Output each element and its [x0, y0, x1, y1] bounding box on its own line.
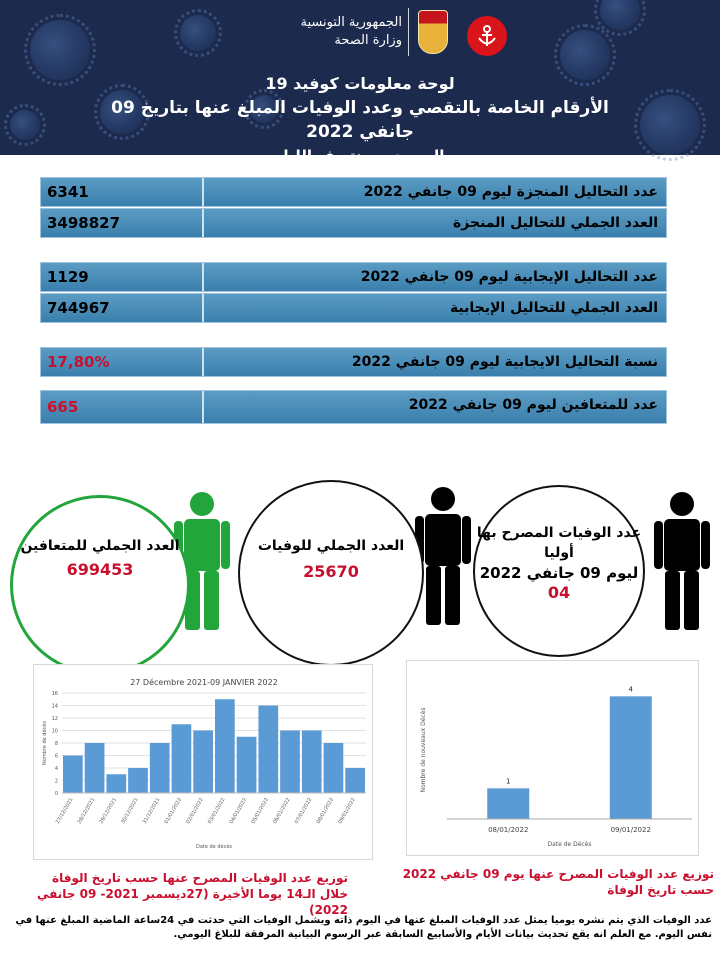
- bar: [610, 696, 652, 819]
- bar: [258, 706, 278, 794]
- bar: [106, 774, 126, 793]
- ministry-name: [292, 14, 402, 50]
- right-chart-caption: توزيع عدد الوفيات المصرح عنها يوم 09 جانفي 2022 حسب تاريخ الوفاة: [402, 867, 714, 897]
- virus-decoration: [30, 20, 90, 80]
- bar: [150, 743, 170, 793]
- circle-label-line3: ليوم 09 جانفي 2022: [479, 564, 639, 582]
- deaths-today-circle: [473, 485, 645, 657]
- stat-label: العدد الجملي للتحاليل الإيجابية: [449, 300, 658, 316]
- stat-label: عدد التحاليل المنجزة ليوم 09 جانفي 2022: [363, 184, 658, 200]
- stat-label: عدد للمتعافين ليوم 09 جانفي 2022: [408, 397, 658, 413]
- bar: [237, 737, 257, 793]
- left-chart-caption: توزيع عدد الوفيات المصرح عنها حسب تاريخ الوفاة خلال الـ14 يوما الأخيرة (27ديسمبر 2021- 09 جانفي 2022): [37, 871, 348, 917]
- x-tick-label: 09/01/2022: [610, 826, 651, 834]
- virus-decoration: [180, 15, 216, 51]
- y-tick-label: 4: [54, 766, 58, 772]
- x-tick-label: 01/01/2022: [163, 797, 184, 825]
- stat-value: 665: [41, 391, 204, 423]
- x-tick-label: 07/01/2022: [293, 797, 314, 825]
- tunisia-emblem-icon: [418, 10, 448, 54]
- x-tick-label: 02/01/2022: [185, 797, 205, 825]
- deaths-14-days-chart-svg: [34, 665, 374, 861]
- stat-label: نسبة التحاليل الايجابية ليوم 09 جانفي 2022: [351, 354, 658, 370]
- circle-label: العدد الجملي للوفيات: [257, 538, 405, 554]
- health-ministry-logo-icon: [467, 16, 507, 56]
- stat-value: 17,80%: [41, 348, 204, 376]
- bar: [128, 768, 148, 793]
- deaths-today-by-date-chart: [406, 660, 699, 856]
- x-tick-label: 27/12/2021: [54, 797, 75, 825]
- stat-row-positive-today: [40, 262, 667, 292]
- stat-row-positivity-rate: [40, 347, 667, 377]
- bar: [63, 756, 83, 794]
- stat-value: 6341: [41, 178, 204, 206]
- bar: [172, 724, 192, 793]
- y-tick-label: 14: [51, 703, 58, 710]
- header-title: [100, 72, 620, 168]
- y-axis-label: Nombre de nouveaux Décès: [420, 707, 427, 793]
- y-axis-label: Nombre de décès: [42, 721, 48, 765]
- y-tick-label: 0: [54, 791, 58, 797]
- y-tick-label: 8: [54, 741, 58, 747]
- stat-value: 3498827: [41, 209, 204, 237]
- x-tick-label: 05/01/2022: [250, 797, 271, 825]
- chart-title: 27 Décembre 2021-09 JANVIER 2022: [130, 678, 278, 687]
- stat-value: 744967: [41, 294, 204, 322]
- x-axis-label: Date de Décès: [547, 841, 592, 848]
- y-tick-label: 10: [51, 728, 58, 735]
- y-tick-label: 6: [54, 753, 58, 760]
- stat-label: عدد التحاليل الإيجابية ليوم 09 جانفي 2022: [360, 269, 658, 285]
- bar: [487, 788, 529, 819]
- deaths-14-days-chart: [33, 664, 373, 860]
- x-tick-label: 06/01/2022: [272, 797, 292, 825]
- ministry-line2: وزارة الصحة: [334, 33, 402, 48]
- x-tick-label: 28/12/2021: [76, 797, 97, 825]
- x-tick-label: 30/12/2021: [120, 797, 140, 825]
- virus-decoration: [640, 95, 700, 155]
- virus-decoration: [10, 110, 40, 140]
- title-line3: إلى حدود منتصف الليل: [275, 147, 445, 165]
- data-label: 4: [628, 685, 633, 694]
- stat-row-tests-today: [40, 177, 667, 207]
- bar: [215, 699, 235, 793]
- ministry-line1: الجمهورية التونسية: [300, 15, 402, 30]
- person-black-icon: [652, 492, 712, 630]
- header-banner: [0, 0, 720, 165]
- bar: [280, 731, 300, 794]
- y-tick-label: 12: [51, 716, 58, 722]
- stat-value: 1129: [41, 263, 204, 291]
- y-tick-label: 2: [54, 778, 58, 785]
- x-tick-label: 08/01/2022: [488, 826, 529, 834]
- x-tick-label: 31/12/2021: [141, 797, 162, 825]
- title-line1: لوحة معلومات كوفيد 19: [265, 74, 455, 93]
- circle-label-line2: أوليا: [544, 545, 574, 561]
- circle-label: العدد الجملي للمتعافين: [20, 538, 180, 554]
- stat-row-positive-total: [40, 293, 667, 323]
- title-line2: الأرقام الخاصة بالتقصي وعدد الوفيات المبلغ عنها بتاريخ 09 جانفي 2022: [111, 98, 609, 142]
- stat-row-tests-total: [40, 208, 667, 238]
- x-tick-label: 04/01/2022: [228, 797, 249, 825]
- circle-value: 04: [547, 583, 571, 602]
- circle-value: 25670: [303, 562, 359, 581]
- x-axis-label: Date de décès: [195, 844, 233, 850]
- y-tick-label: 16: [51, 691, 58, 697]
- x-tick-label: 29/12/2021: [98, 797, 119, 825]
- stat-row-recovered-today: [40, 390, 667, 424]
- deaths-total-circle: [238, 480, 424, 666]
- stat-label: العدد الجملي للتحاليل المنجزة: [453, 215, 658, 231]
- deaths-today-chart-svg: [407, 661, 700, 857]
- data-label: 1: [506, 777, 511, 786]
- x-tick-label: 09/01/2022: [337, 797, 357, 825]
- bar: [345, 768, 365, 793]
- circle-label-line1: عدد الوفيات المصرح بها: [476, 525, 642, 541]
- recovered-total-circle: [10, 495, 190, 675]
- circle-value: 699453: [66, 560, 134, 579]
- bar: [85, 743, 105, 793]
- x-tick-label: 03/01/2022: [206, 797, 227, 825]
- x-tick-label: 08/01/2022: [315, 797, 336, 825]
- virus-decoration: [600, 0, 640, 30]
- header-divider: [408, 8, 409, 56]
- bar: [193, 731, 213, 794]
- footnote: عدد الوفيات الذي يتم نشره يوميا يمثل عدد الوفيات المبلغ عنها في اليوم ذاته ويشمل الوفيات التي حدثت في 24ساعة الماضية المبلغ عنها في نفس اليوم. مع العلم انه يقع تحديث بيانات الأيام والأسابيع السابقة عبر الرسوم البيانية المرفقة للبلاغ اليومي.: [15, 915, 712, 940]
- bar: [302, 731, 322, 794]
- bar: [324, 743, 344, 793]
